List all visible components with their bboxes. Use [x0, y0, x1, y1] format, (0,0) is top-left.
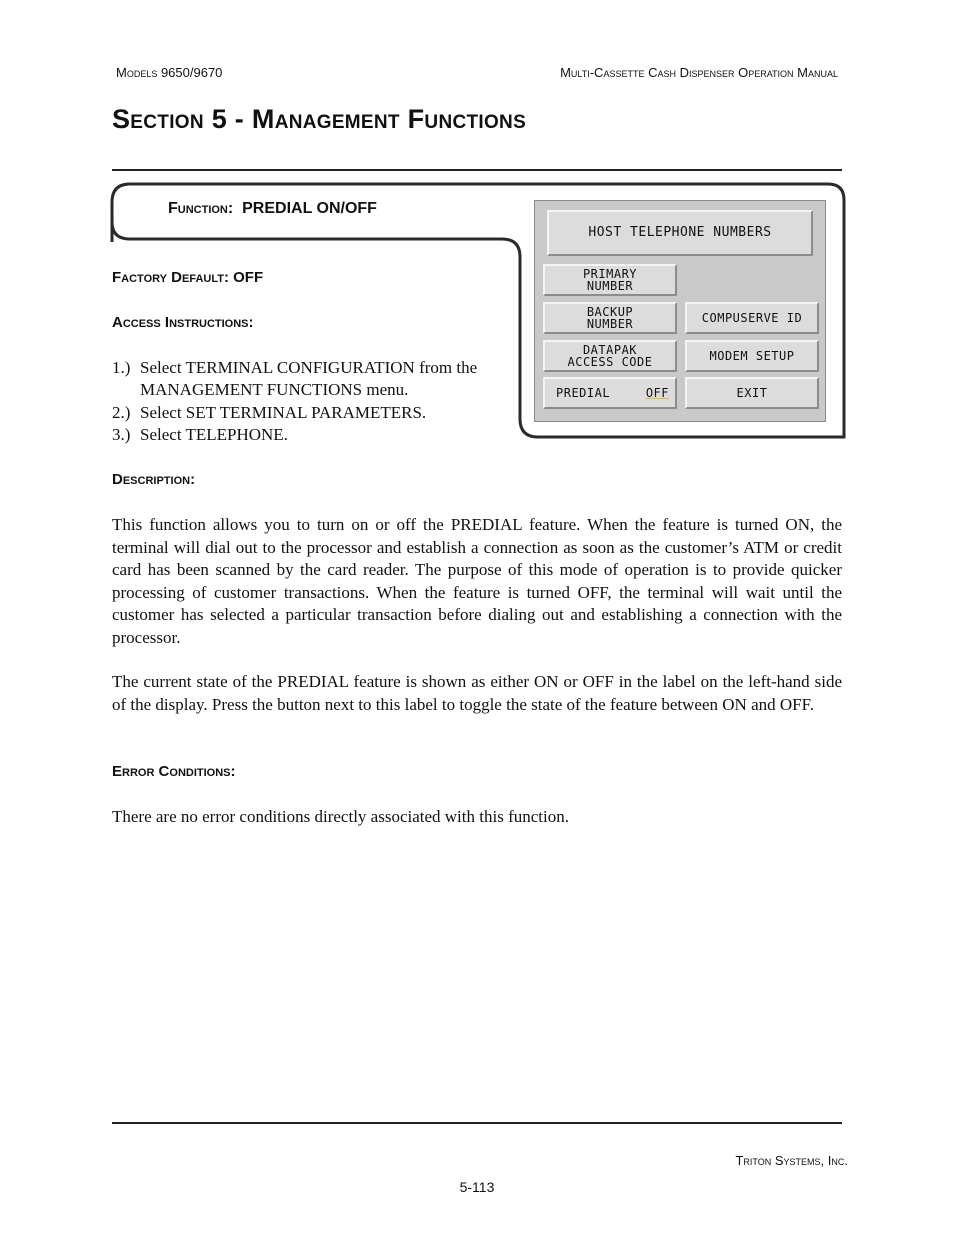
predial-label: PREDIAL [556, 386, 611, 400]
description-heading: Description: [112, 471, 196, 488]
error-conditions-text: There are no error conditions directly associated with this function. [112, 807, 569, 826]
running-header-models: Models 9650/9670 [116, 65, 223, 80]
backup-number-button[interactable] [543, 302, 677, 334]
description-paragraph-2: The current state of the PREDIAL feature is shown as either ON or OFF in the label on the left-hand side of the display. Press the button next to this label to toggle the state of the feature between ON and OFF. [112, 672, 842, 714]
datapak-line2: ACCESS CODE [567, 355, 653, 369]
step-1-line1: Select TERMINAL CONFIGURATION from the [140, 358, 478, 377]
exit-label: EXIT [736, 386, 768, 400]
atm-screen-panel [534, 200, 826, 422]
exit-button[interactable] [685, 377, 819, 409]
predial-toggle-button[interactable] [543, 377, 677, 409]
access-instructions-heading: Access Instructions: [112, 314, 254, 331]
compuserve-id-label: COMPUSERVE ID [701, 311, 803, 325]
compuserve-id-button[interactable] [685, 302, 819, 334]
factory-default [112, 269, 263, 286]
description-paragraph-1: This function allows you to turn on or off the PREDIAL feature. When the feature is turned ON, the terminal will dial out to the processor and establish a connection as soon as the customer’s ATM or credit card has been scanned by the card reader. The purpose of this mode of operation is to provide quicker processing of customer transactions. When the feature is turned OFF, the terminal will wait until the customer has selected a particular transaction before dialing out and establishing a connection with the processor. [112, 515, 842, 647]
step-2-text: Select SET TERMINAL PARAMETERS. [140, 403, 427, 422]
screen-title-text: HOST TELEPHONE NUMBERS [588, 225, 772, 240]
screen-title-host-telephone-numbers [547, 210, 813, 256]
step-1-line2: MANAGEMENT FUNCTIONS menu. [140, 380, 409, 399]
function-label-prefix: Function: [168, 200, 234, 217]
error-conditions-heading: Error Conditions: [112, 763, 236, 780]
step-1-number: 1.) [112, 358, 131, 377]
predial-state: OFF [645, 386, 669, 400]
backup-number-line2: NUMBER [586, 317, 634, 331]
footer-rule [112, 1122, 842, 1124]
section-title: Section 5 - Management Functions [112, 104, 527, 134]
step-3-number: 3.) [112, 425, 131, 444]
step-3-text: Select TELEPHONE. [140, 425, 288, 444]
primary-number-line1: PRIMARY [582, 267, 638, 281]
modem-setup-label: MODEM SETUP [709, 349, 795, 363]
primary-number-line2: NUMBER [586, 279, 634, 293]
title-rule [112, 169, 842, 171]
modem-setup-button[interactable] [685, 340, 819, 372]
primary-number-button[interactable] [543, 264, 677, 296]
step-2-number: 2.) [112, 403, 131, 422]
backup-number-line1: BACKUP [586, 305, 634, 319]
datapak-access-code-button[interactable] [543, 340, 677, 372]
function-label [168, 200, 377, 218]
factory-default-label: Factory Default: [112, 269, 229, 286]
function-label-value: PREDIAL ON/OFF [242, 200, 377, 217]
running-header-manual-title: Multi-Cassette Cash Dispenser Operation Manual [560, 65, 838, 80]
datapak-line1: DATAPAK [582, 343, 638, 357]
page-number: 5-113 [459, 1179, 495, 1195]
factory-default-value: OFF [233, 269, 264, 286]
footer-company: Triton Systems, Inc. [735, 1153, 848, 1168]
